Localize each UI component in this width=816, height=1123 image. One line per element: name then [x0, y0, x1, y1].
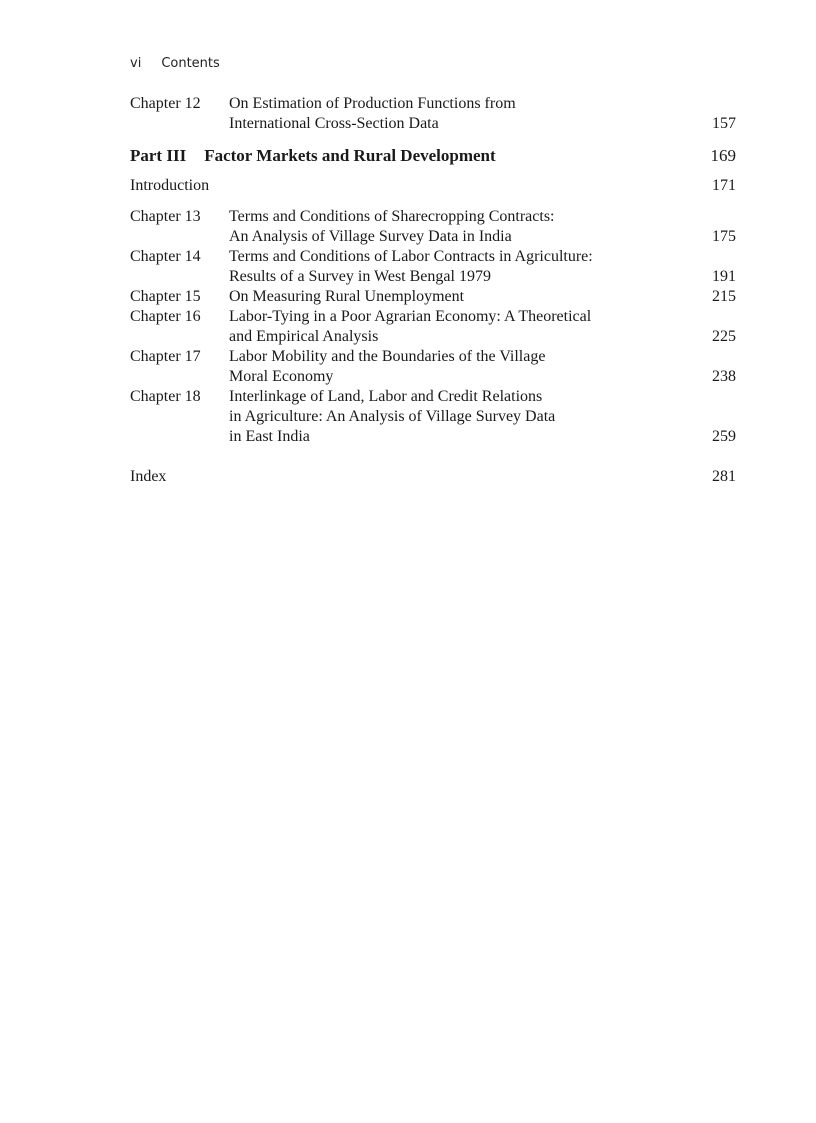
chapter-label: Chapter 17	[130, 348, 201, 365]
running-title: Contents	[161, 56, 220, 71]
part-label: Part III	[130, 146, 187, 165]
chapter-page: 157	[712, 115, 736, 132]
part-page: 169	[710, 146, 736, 165]
chapter-label: Chapter 16	[130, 308, 201, 325]
table-of-contents	[130, 94, 736, 487]
chapter-label: Chapter 15	[130, 288, 201, 305]
toc-entry-chapter-18[interactable]	[130, 387, 736, 447]
toc-entry-chapter-17[interactable]	[130, 347, 736, 387]
chapter-title: Terms and Conditions of Sharecropping Contracts: An Analysis of Village Survey Data in India	[229, 208, 555, 245]
toc-entry-chapter-12[interactable]	[130, 94, 736, 134]
toc-entry-chapter-13[interactable]	[130, 207, 736, 247]
chapter-title: Labor-Tying in a Poor Agrarian Economy: A Theoretical and Empirical Analysis	[229, 308, 592, 345]
chapter-page: 215	[712, 288, 736, 305]
index-page: 281	[712, 468, 736, 485]
chapter-page: 225	[712, 328, 736, 345]
toc-entry-index[interactable]	[130, 467, 736, 487]
part-title: Factor Markets and Rural Development	[204, 146, 496, 165]
chapter-page: 175	[712, 228, 736, 245]
chapter-page: 238	[712, 368, 736, 385]
chapter-title: On Measuring Rural Unemployment	[229, 288, 465, 305]
toc-entry-chapter-15[interactable]	[130, 287, 736, 307]
chapter-label: Chapter 13	[130, 208, 201, 225]
chapter-label: Chapter 18	[130, 388, 201, 405]
chapter-title: Terms and Conditions of Labor Contracts in Agriculture: Results of a Survey in West Bengal 1979	[229, 248, 593, 285]
chapter-title: On Estimation of Production Functions from International Cross-Section Data	[229, 95, 516, 132]
chapter-list	[130, 207, 736, 447]
toc-entry-chapter-16[interactable]	[130, 307, 736, 347]
chapter-page: 191	[712, 268, 736, 285]
toc-entry-chapter-14[interactable]	[130, 247, 736, 287]
running-head	[130, 56, 220, 71]
introduction-title: Introduction	[130, 177, 210, 194]
chapter-title: Interlinkage of Land, Labor and Credit Relations in Agriculture: An Analysis of Village Survey Data in East India	[229, 388, 556, 445]
toc-entry-part-3[interactable]	[130, 145, 736, 167]
toc-entry-introduction[interactable]	[130, 176, 736, 196]
chapter-page: 259	[712, 428, 736, 445]
introduction-page: 171	[712, 177, 736, 194]
chapter-title: Labor Mobility and the Boundaries of the Village Moral Economy	[229, 348, 546, 385]
chapter-label: Chapter 12	[130, 95, 201, 112]
index-title: Index	[130, 468, 167, 485]
chapter-label: Chapter 14	[130, 248, 201, 265]
page-number: vi	[130, 56, 142, 71]
